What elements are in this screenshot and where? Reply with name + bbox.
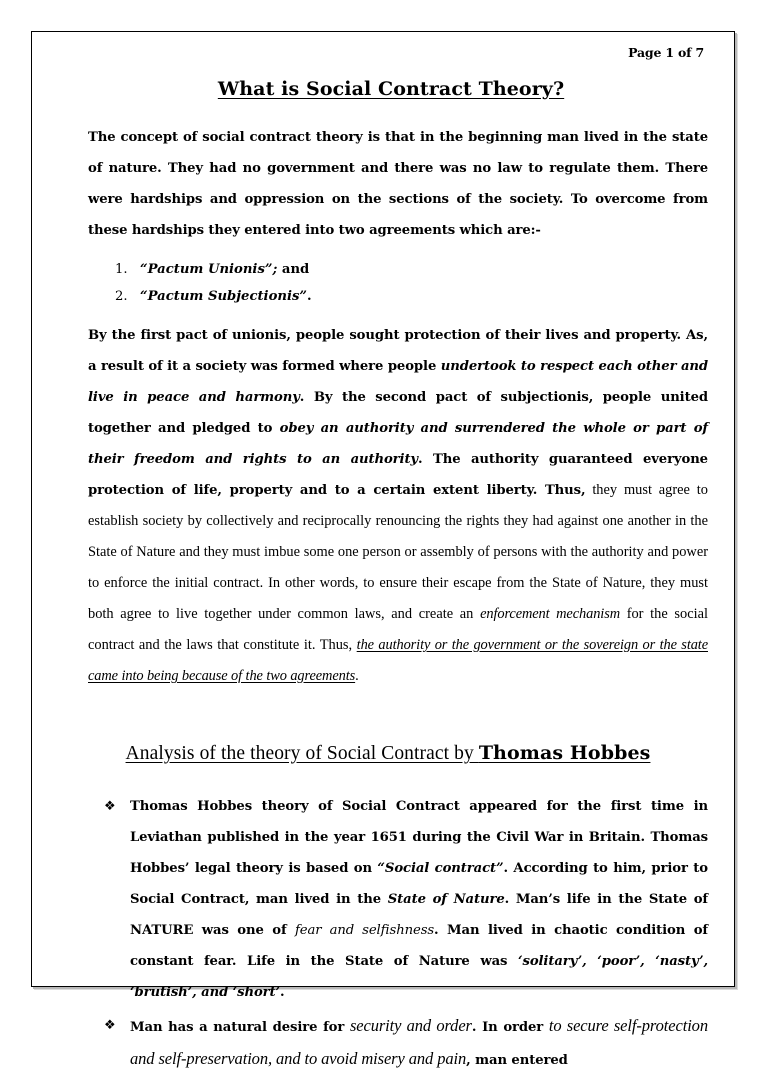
document-page-body bbox=[32, 32, 736, 1068]
text-run: ‘solitary’, ‘poor’, ‘nasty’, ‘brutish’, and ‘short’ bbox=[130, 954, 708, 1000]
section-heading bbox=[88, 742, 708, 765]
text-run: , man entered bbox=[466, 1053, 568, 1068]
agreements-list bbox=[88, 256, 708, 310]
list-item bbox=[104, 1010, 708, 1076]
text-run: . Man’s life in the State of NATURE was one of bbox=[130, 892, 708, 938]
diamond-bullet-icon: ❖ bbox=[104, 799, 116, 814]
text-run: . By the second pact of subjectionis, people united together and pledged to bbox=[88, 390, 708, 436]
page-number-label: Page 1 of 7 bbox=[628, 45, 704, 60]
agreement-term: “Pactum Subjectionis” bbox=[140, 289, 307, 304]
text-run: . The authority guaranteed everyone protection of life, property and to a certain extent liberty. Thus, bbox=[88, 452, 708, 498]
text-run: . According to him, prior to Social Contract, man lived in the bbox=[130, 861, 708, 907]
text-run: they must agree to establish society by collectively and reciprocally renouncing the rights they had against one another in the State of Nature and they must imbue some one person or assembly of persons with the authority and power to enforce the initial contract. In other words, to ensure their escape from the State of Nature, they must both agree to live together under common laws, and create an bbox=[88, 482, 709, 622]
diamond-bullet-icon: ❖ bbox=[104, 1018, 116, 1033]
text-run: Thomas Hobbes theory of Social Contract appeared for the first time in Leviathan published in the year 1651 during the Civil War in Britain. Thomas Hobbes’ legal theory is based on bbox=[130, 799, 708, 876]
text-run: . In order bbox=[471, 1020, 549, 1035]
list-item bbox=[140, 283, 708, 310]
section-spacer bbox=[88, 692, 708, 742]
intro-paragraph: The concept of social contract theory is that in the beginning man lived in the state of nature. They had no government and there was no law to regulate them. There were hardships and oppression on the sections of the society. To overcome from these hardships they entered into two agreements which are:- bbox=[88, 130, 708, 238]
text-run: security and order bbox=[349, 1016, 472, 1035]
text-run: . Man lived in chaotic condition of constant fear. Life in the State of Nature was bbox=[130, 923, 708, 969]
text-run: Man has a natural desire for bbox=[130, 1020, 350, 1035]
text-run: enforcement mechanism bbox=[480, 606, 620, 622]
text-run: for the social contract and the laws that constitute it. Thus, bbox=[88, 606, 708, 653]
document-title: What is Social Contract Theory? bbox=[217, 78, 565, 100]
text-run: . bbox=[355, 668, 359, 684]
text-run: obey an authority and surrendered the whole or part of their freedom and rights to an authority bbox=[88, 421, 708, 467]
text-run: By the first pact of unionis, people sought protection of their lives and property. As, a result of it a society was formed where people bbox=[88, 328, 708, 374]
document-page-frame bbox=[31, 31, 735, 1068]
main-paragraph bbox=[88, 320, 708, 692]
agreement-term: “Pactum Unionis”; bbox=[140, 262, 278, 277]
text-run: the authority or the government or the sovereign or the state came into being because of the two agreements bbox=[88, 637, 708, 684]
list-item bbox=[104, 791, 708, 1008]
section-heading-prefix: Analysis of the theory of Social Contract by bbox=[125, 743, 479, 764]
text-run: “Social contract” bbox=[377, 861, 504, 876]
hobbes-bullet-list bbox=[88, 791, 708, 1076]
list-item bbox=[140, 256, 708, 283]
page-header bbox=[88, 44, 708, 62]
heading-spacer bbox=[88, 765, 708, 783]
text-run: . bbox=[280, 985, 285, 1000]
section-heading-name: Thomas Hobbes bbox=[478, 742, 651, 764]
text-run: to secure self-protection and self-preservation, and to avoid misery and pain bbox=[130, 1016, 708, 1068]
text-run: fear and selfishness bbox=[295, 923, 435, 938]
agreement-suffix: and bbox=[277, 262, 310, 277]
text-run: State of Nature bbox=[387, 892, 505, 907]
text-run: undertook to respect each other and live in peace and harmony bbox=[88, 359, 708, 405]
agreement-suffix: . bbox=[306, 289, 312, 304]
